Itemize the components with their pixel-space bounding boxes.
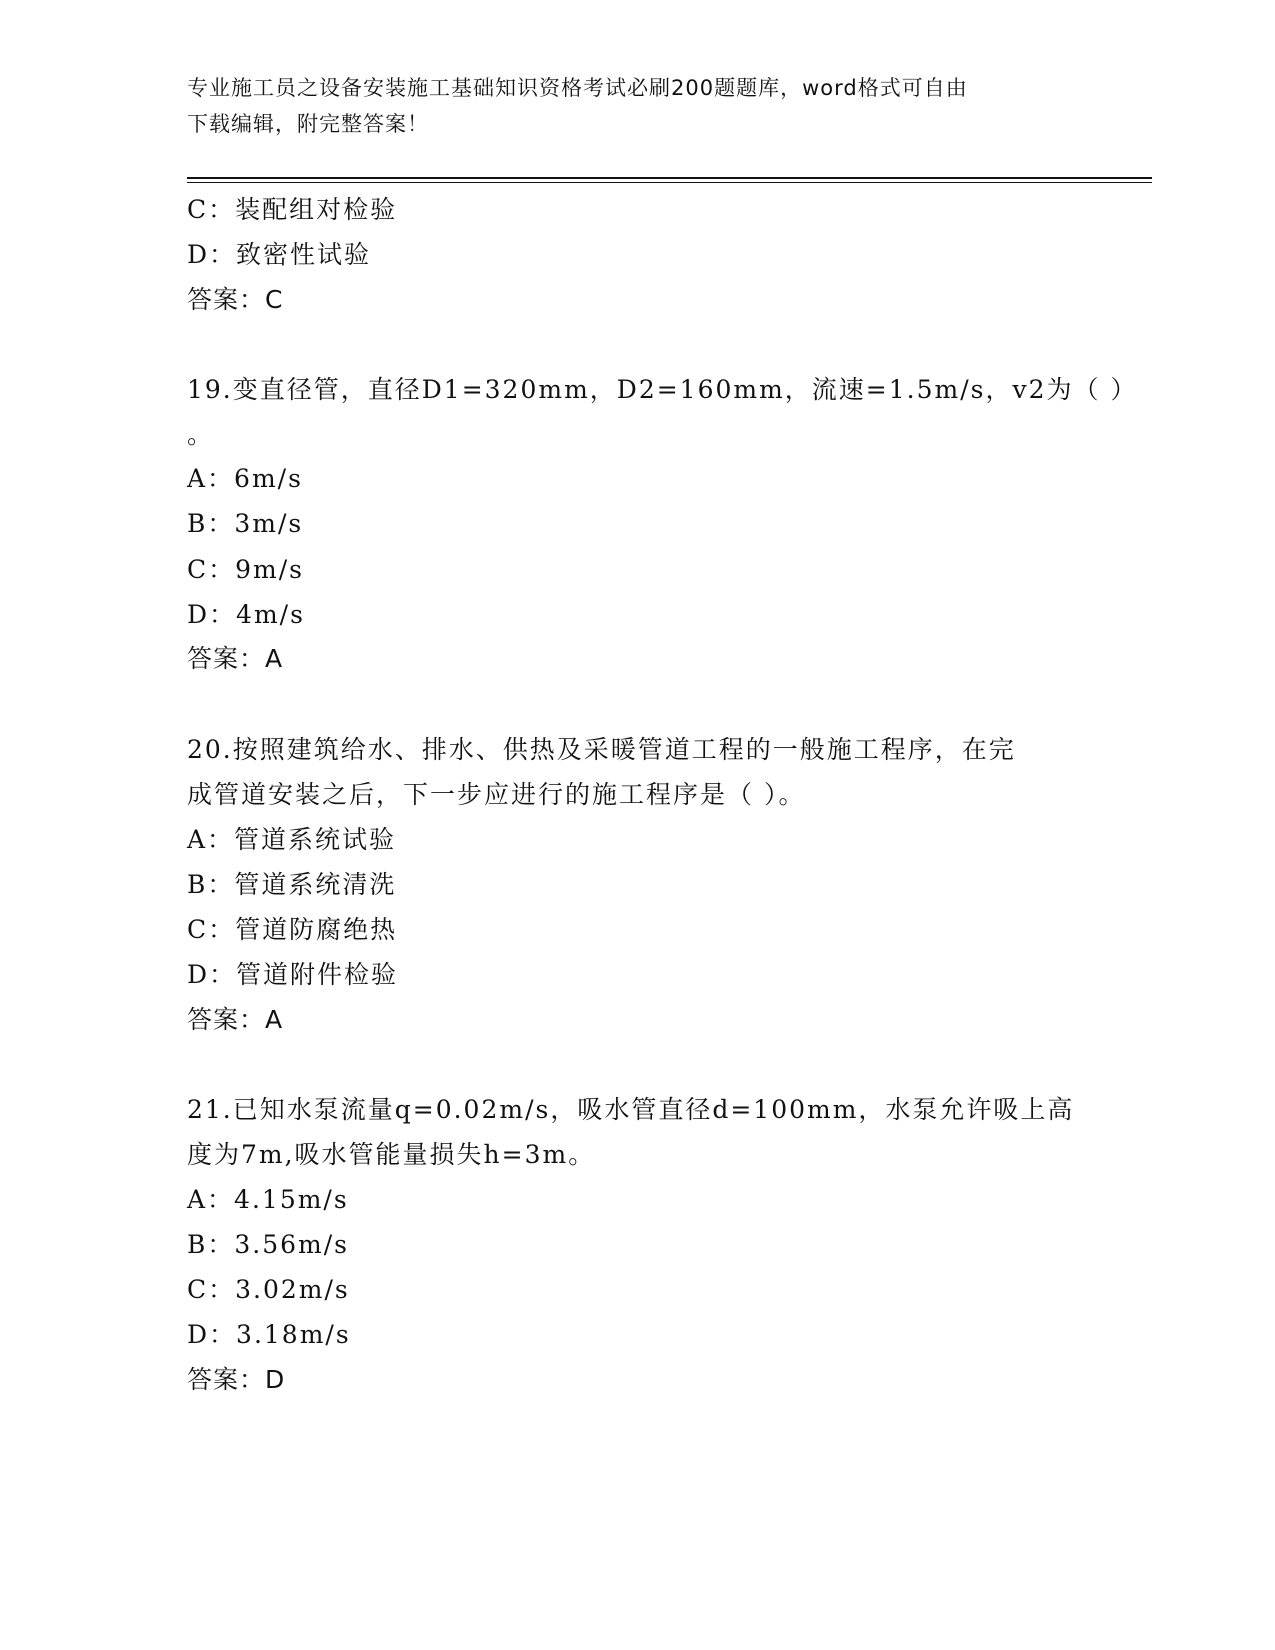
q21-stem-line-1: 21.已知水泵流量q=0.02m/s，吸水管直径d=100mm，水泵允许吸上高 xyxy=(187,1095,1075,1124)
q20-stem-line-2: 成管道安装之后，下一步应进行的施工程序是（ ）。 xyxy=(187,780,806,809)
q21-answer: 答案：D xyxy=(187,1365,286,1394)
q19-stem-line-2: 。 xyxy=(187,420,215,449)
q20-option-b: B：管道系统清洗 xyxy=(187,870,397,899)
q20-option-d: D：管道附件检验 xyxy=(187,960,399,989)
q21-option-d: D：3.18m/s xyxy=(187,1320,351,1349)
q21-option-a: A：4.15m/s xyxy=(187,1185,349,1214)
header-divider-thick xyxy=(187,177,1152,179)
q19-option-c: C：9m/s xyxy=(187,555,304,584)
q20-stem-line-1: 20.按照建筑给水、排水、供热及采暖管道工程的一般施工程序，在完 xyxy=(187,735,1016,764)
q18-option-c: C：装配组对检验 xyxy=(187,195,398,224)
document-header xyxy=(187,70,1067,142)
q18-answer: 答案：C xyxy=(187,285,284,314)
q19-option-d: D：4m/s xyxy=(187,600,305,629)
q18-option-d: D：致密性试验 xyxy=(187,240,372,269)
header-line-1: 专业施工员之设备安装施工基础知识资格考试必刷200题题库，word格式可自由 xyxy=(187,76,968,100)
q20-option-c: C：管道防腐绝热 xyxy=(187,915,398,944)
q19-answer: 答案：A xyxy=(187,644,284,673)
q19-option-b: B：3m/s xyxy=(187,509,304,538)
q20-answer: 答案：A xyxy=(187,1005,284,1034)
q19-option-a: A：6m/s xyxy=(187,464,303,493)
q21-stem-line-2: 度为7m,吸水管能量损失h=3m。 xyxy=(187,1140,596,1169)
q21-option-b: B：3.56m/s xyxy=(187,1230,349,1259)
q20-option-a: A：管道系统试验 xyxy=(187,825,397,854)
header-line-2: 下载编辑，附完整答案！ xyxy=(187,112,429,136)
header-divider-thin xyxy=(187,182,1152,183)
q19-stem-line-1: 19.变直径管，直径D1=320mm，D2=160mm，流速=1.5m/s，v2为（ ） xyxy=(187,375,1138,404)
q21-option-c: C：3.02m/s xyxy=(187,1275,350,1304)
